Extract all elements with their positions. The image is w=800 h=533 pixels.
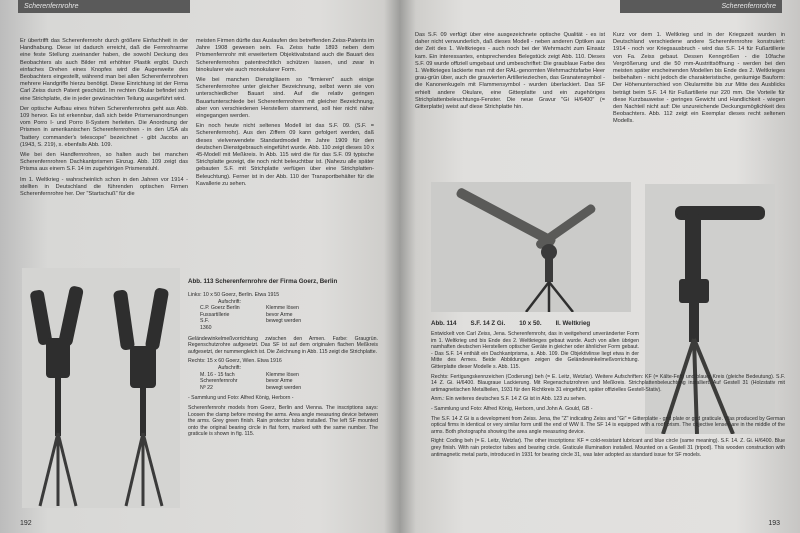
paragraph: Im 1. Weltkrieg - wahrscheinlich schon in den Jahren vor 1914 - stellten in Deutschland die führenden optischen Firmen Scherenfernrohre her. Der "Startschuß" für die (20, 176, 188, 198)
inscription-grid (188, 372, 378, 392)
inscription-label: Aufschrift: (218, 298, 242, 305)
inscription-text: M. 16 - 15 fach (200, 371, 235, 378)
caption-line: Rechts: 15 x 60 Goerz, Wien. Etwa 1916 (188, 358, 282, 365)
war-period: II. Weltkrieg (555, 320, 591, 327)
scissor-telescopes-photo (22, 268, 180, 508)
inscription-text: Klemme lösen (266, 371, 299, 378)
photo-credit: - Sammlung und Foto: Alfred König, Herborn - (188, 395, 294, 402)
photo-credit: - Sammlung und Foto: Alfred König, Herborn, und John A. Gould, GB - (431, 405, 593, 412)
left-text-column-2 (196, 38, 374, 191)
inscription-text (266, 325, 378, 332)
inscription-text: S.F. (200, 318, 209, 325)
inscription-text: Scherenfernrohr (200, 378, 238, 385)
caption-paragraph: Entwickelt von Carl Zeiss, Jena. Scherenfernrohr, das in weitgehend unveränderter Form im 1. Weltkrieg und bis Ende des 2. Weltkrieges gebaut wurde. Auch von allen übrigen namhaften deutschen Herstellern optischer Geräte in gleicher oder ähnlicher Form gebaut. - Das S.F. 14 enthält ein Dachkantprisma, s. Abb. 109. Die Objektivlinse liegt etwa in der Mitte des Armes. Beide Abbildungen zeigen die Geländewinkelmeßvorrichtung. Gitterplatte dieser Modelle s. Abb. 115. (431, 331, 639, 370)
caption-abb-113 (188, 278, 378, 441)
right-page (401, 0, 800, 533)
model-spec: 10 x 50. (519, 320, 542, 327)
caption-paragraph: Anm.: Ein weiteres deutsches S.F. 14 Z Gi ist in Abb. 123 zu sehen. (431, 396, 587, 403)
caption-english: The S.F. 14 Z Gi is a development from Zeiss. Jena, the "Z" indicating Zeiss and "Gi" = Gitterplatte - grid plate or grid graticule. Was produced by German optical firms in identical or very similar form until the end of WW II. The SF 14 is equipped with a roof prism. The objective lenses are in the middle of the arms. Both photographs showing the area angle measuring device. (431, 415, 785, 435)
caption-abb-114 (431, 320, 785, 461)
sf14-telescope-photo (431, 182, 631, 312)
photo-abb-113 (22, 268, 180, 508)
right-text-column-1 (415, 32, 605, 114)
inscription-text: bewegt werden (266, 318, 302, 325)
caption-line: Links: 10 x 50 Goerz, Berlin. Etwa 1915 (188, 292, 280, 298)
running-header: Scherenfernrohre (620, 0, 782, 13)
inscription-text: C.P. Goerz Berlin (200, 305, 240, 312)
paragraph: Wie bei den Handfernrohren, so halten auch bei manchen Scherenfernrohren Dachkantprismen Einzug. Abb. 109 zeigt das Prisma aus einem S.F. 14 im zugehörigen Prismenstuhl. (20, 152, 188, 173)
model-name: S.F. 14 Z Gi. (470, 320, 506, 327)
caption-title: Abb. 113 Scherenfernrohre der Firma Goerz, Berlin (188, 278, 338, 285)
caption-title (431, 320, 785, 328)
left-page (0, 0, 399, 533)
caption-note: Geländewinkelmeßvorrichtung zwischen den Armen. Farbe: Graugrün. Regenschutzrohre aufgesetzt. Das SF ist auf dem originalen flachen Meßkreis aufgesetzt, der nummengleich ist. Die Zeichnung in Abb. 115 zeigt die Strichplatte. (188, 335, 378, 355)
paragraph: Wie bei manchen Dienstgläsern so "firmieren" auch einige Scherenfernrohre unter gleicher Bezeichnung, selbst wenn sie von unterschiedlicher Bauart sind. Auf die relativ geringen Bauartunterschiede bei Scherenfernrohren mit gleicher Bezeichnung, aber von verschiedenen Herstellern stammend, soll hier nicht näher eingegangen werden. (196, 77, 374, 120)
inscription-text: Fussartillerie (200, 311, 230, 318)
paragraph: Das S.F. 09 verfügt über eine ausgezeichnete optische Qualität - es ist daher nicht verwunderlich, daß dieses Modell - neben anderen Optiken aus der Zeit des 1. Weltkrieges - auch noch bei der Wehrmacht zum Einsatz kam. Ein interessantes, entsprechendes Belegstück zeigt Abb. 110. Dieses S.F. 09 wurde offiziell umgebaut und umbeschriftet: Die graublaue Farbe des 1. Weltkrieges lackierte man mit der RAL-genormten Wehrmachtsfarbe Heer grau-grün über, auch die grauvierten Artillerieziechen, das Granatensymbol - die Kanonenkugeln mit Flammensymbol - wurden überlackiert. Das SF erhielt andere Okulare, eine Gitterplatte und ein zugehöriges Strichplattenbeleuchtungs-Fenster. Die neue Gravur "Gi H/6400" (= Gitterplatte) weist auf diese Strichplatte hin. (415, 32, 605, 111)
page-number: 192 (20, 520, 32, 527)
caption-paragraph: Rechts: Fertigungskennzeichen (Codierung) beh (= E. Leitz, Wetzlar). Weitere Aufschriften: KF (= Kälte-Fett) und blauer Kreis (gleiche Bedeutung). S.F. 14 Z. Gi. H/6400. Blaugraue Lackierung. Mit Regenschutzrohren und Meßkreis. Strichplattenbeleuchtung installiert. Auf Gestell 31 (Holzstativ mit artimagnetischen Metallteilen, 1931 für den Richtkreis 31 eingeführt, später offizielles Gestell-Stativ). (431, 373, 785, 393)
page-number: 193 (768, 520, 780, 527)
paragraph: meisten Firmen dürfte das Auslaufen des betreffenden Zeiss-Patents im Jahre 1908 gewesen sein. Fa. Zeiss hatte 1893 neben dem Prismenfernrohr mit erweitertem Objektivabstand auch die Bauart des Scherenfernrohrs patentrechtlich schützen lassen, und zwar in binokularer wie auch monokularer Form. (196, 38, 374, 73)
right-text-column-2 (613, 32, 785, 129)
inscription-text: 1360 (200, 324, 212, 331)
inscription-label: Aufschrift: (218, 364, 242, 371)
paragraph: Er übertrifft das Scherenfernrohr durch größere Einfachheit in der Handhabung. Diese ist dadurch erreicht, daß die Fernrohrarme eine feste Stellung zueinander haben, die sowohl Deckung des Beobachters als auch Bilder mit erhöhter Plastik ergibt. Durch einfaches Drehen eines Knopfes wird die Augenweite des Beobachters eingestellt, während man bei allen Scherenfernrohren mehrere Handgriffe hierzu benötigt. Diese Einrichtung ist der Firma Carl Zeiss durch Patent geschützt. Im rechten Okular befindet sich eine Strichplatte, die in jeder gewünschten Teilung ausgeführt wird. (20, 38, 188, 102)
inscription-text: Nº 22 (200, 384, 213, 391)
paragraph: Kurz vor dem 1. Weltkrieg und in der Kriegszeit wurden in Deutschland verschiedene andere Scherenfernrohre konstruiert: 1914 - noch vor Kriegsausbruch - wird das S.F. 14 für Fußartillerie von Fa. Zeiss gebaut. Dessen Kenngrößen - die 10fache Vergrößerung und die 50 mm-Austrittsöffnung - werden bei den meisten später erscheinenden Modellen bis Ende des 2. Weltkrieges beibehalten - nicht jedoch die charakteristische, geräumige Bauform: Der Höhenunterschied von Okularmitte bis zur Mitte des Ausblicks beträgt beim S.F. 14 für Fußartillerie nur 220 mm. Die Vorteile für diese Kurzbauweise - geringes Gewicht und Handlichkeit - wiegen den Nachteil nicht auf: Die unzureichende Deckungsmöglichkeit des Beobachters. Abb. 112 zeigt ein Exemplar dieses recht seltenen Modells. (613, 32, 785, 125)
paragraph: Ein noch heute nicht seltenes Modell ist das S.F. 09. (S.F. = Scherenfernrohr). Aus den Ziffern 09 kann gefolgert werden, daß dieses vielverwendete Standardmodell im Jahre 1909 für den deutschen Dienstgebrauch eingeführt wurde. Abb. 110 zeigt dieses 10 x 45-Modell mit Meßkreis. In Abb. 115 wird die für das S.F. 09 typische Strichplatte gezeigt, die noch nicht beleuchtbar ist. (Nahezu alle später gebauten S.F. mit Strichplatte verfügen über eine Strichplatten-Beleuchtung). Ferner ist in der Abb. 110 der Transportbehälter für die Kavallerie zu sehen. (196, 123, 374, 187)
running-header: Scherenfernrohre (18, 0, 190, 13)
caption-english: Right: Coding beh (= E. Leitz, Wetzlar). The other inscriptions: KF = cold-resistant lubricant and blue circle (same meaning). S.F. 14. Z. Gi. H/6400. Blue grey finish. With rain protector tubes and bearing circle. Graticule illumination installed. Mounted on a Gestell 31 (tripod). This wooden construction with antimagnetic metal parts, introduced in 1931 for bearing circle 31, was later adopted as standard issue for SF models. (431, 438, 785, 458)
inscription-text: Klemme lösen (266, 305, 299, 312)
inscription-grid (188, 305, 378, 331)
inscription-text: bewegt werden (266, 384, 302, 391)
figure-number: Abb. 114 (431, 320, 457, 327)
inscription-text: bevor Arme (266, 378, 293, 385)
inscription-text: bevor Arme (266, 311, 293, 318)
paragraph: Der optische Aufbau eines frühen Scherenfernrohrs geht aus Abb. 109 hervor. Es ist erkennbar, daß sich beide Prismenanordnungen vom Porro I- und Porro II-System herleiten. Die Anordnung der Prismen in amerikanischen Scherenfernrohren - in den USA als "battery commander's telescope" bezeichnet - gibt Jacobs an (1943, S. 219), s. ebenfalls Abb. 109. (20, 105, 188, 148)
photo-abb-114-left (431, 182, 631, 312)
caption-english: Scherenfernrohr models from Goerz, Berlin and Vienna. The inscriptions says: Loosen the clamp before moving the arms. Area angle measuring device between the arms. Grey green finish. Rain protector tubes installed. The left SF mounted onto the original bearing circle in flat form, marked with the same number. The graticule is shown in fig. 115. (188, 404, 378, 438)
left-text-column-1 (20, 38, 188, 201)
